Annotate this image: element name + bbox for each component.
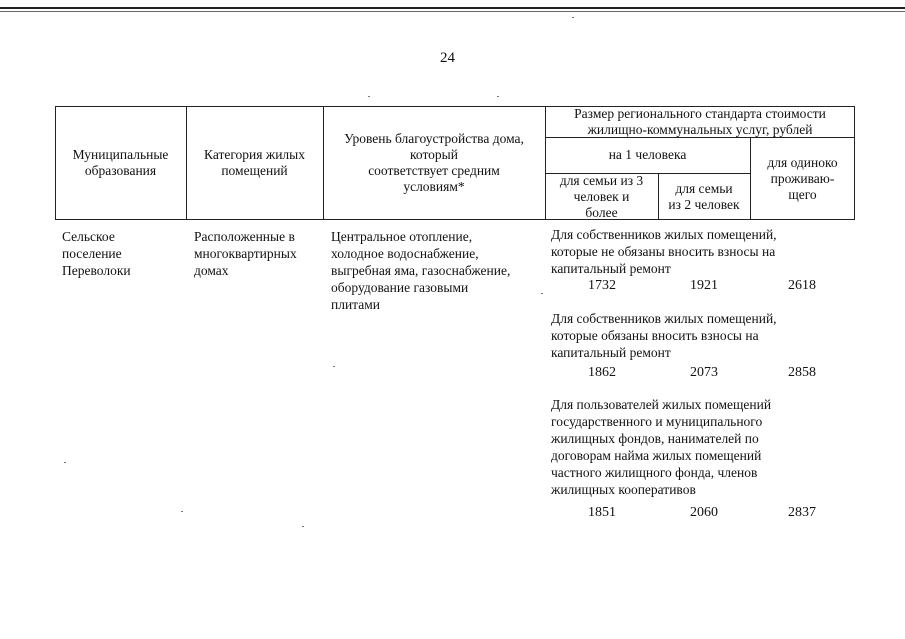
group-2-single-value: 2858 — [788, 365, 816, 380]
group-3-family2-value: 2060 — [690, 505, 718, 520]
scan-top-edge-secondary — [0, 11, 905, 12]
scan-speck — [368, 96, 370, 97]
header-municipality: Муниципальные образования — [72, 147, 169, 178]
page-number: 24 — [440, 50, 455, 66]
header-standard: Размер регионального стандарта стоимости жилищно-коммунальных услуг, рублей — [574, 105, 826, 137]
scan-speck — [333, 366, 335, 367]
scan-speck — [572, 17, 574, 18]
group-2-description: Для собственников жилых помещений, которые обязаны вносить взносы на капитальный ремонт — [551, 311, 777, 360]
cell-level: Центральное отопление, холодное водоснабжение, выгребная яма, газоснабжение, оборудование газовыми плитами — [331, 229, 511, 312]
scan-speck — [302, 526, 304, 527]
cell-municipality: Сельское поселение Переволоки — [62, 229, 131, 278]
group-2-family2-value: 2073 — [690, 365, 718, 380]
header-family3: для семьи из 3 человек и более — [559, 172, 644, 220]
scan-speck — [541, 293, 543, 294]
header-family2: для семьи из 2 человек — [668, 180, 740, 212]
table-header — [55, 106, 855, 220]
scan-speck — [181, 511, 183, 512]
group-1-family2-value: 1921 — [690, 278, 718, 293]
group-1-description: Для собственников жилых помещений, которые не обязаны вносить взносы на капитальный ремонт — [551, 227, 777, 276]
header-single: для одиноко проживаю- щего — [767, 154, 838, 202]
cell-category: Расположенные в многоквартирных домах — [194, 229, 297, 278]
group-3-single-value: 2837 — [788, 505, 816, 520]
header-category: Категория жилых помещений — [204, 147, 305, 178]
group-2-family3-value: 1862 — [588, 365, 616, 380]
group-1-single-value: 2618 — [788, 278, 816, 293]
scan-speck — [497, 96, 499, 97]
header-level: Уровень благоустройства дома, который соответствует средним условиям* — [344, 131, 524, 194]
scan-speck — [64, 462, 66, 463]
scan-top-edge — [0, 7, 905, 9]
group-3-family3-value: 1851 — [588, 505, 616, 520]
group-1-family3-value: 1732 — [588, 278, 616, 293]
header-per-person: на 1 человека — [608, 147, 687, 162]
group-3-description: Для пользователей жилых помещений государственного и муниципального жилищных фондов, нанимателей по договорам найма жилых помещений частного жилищного фонда, членов жилищных кооперативов — [551, 397, 772, 497]
